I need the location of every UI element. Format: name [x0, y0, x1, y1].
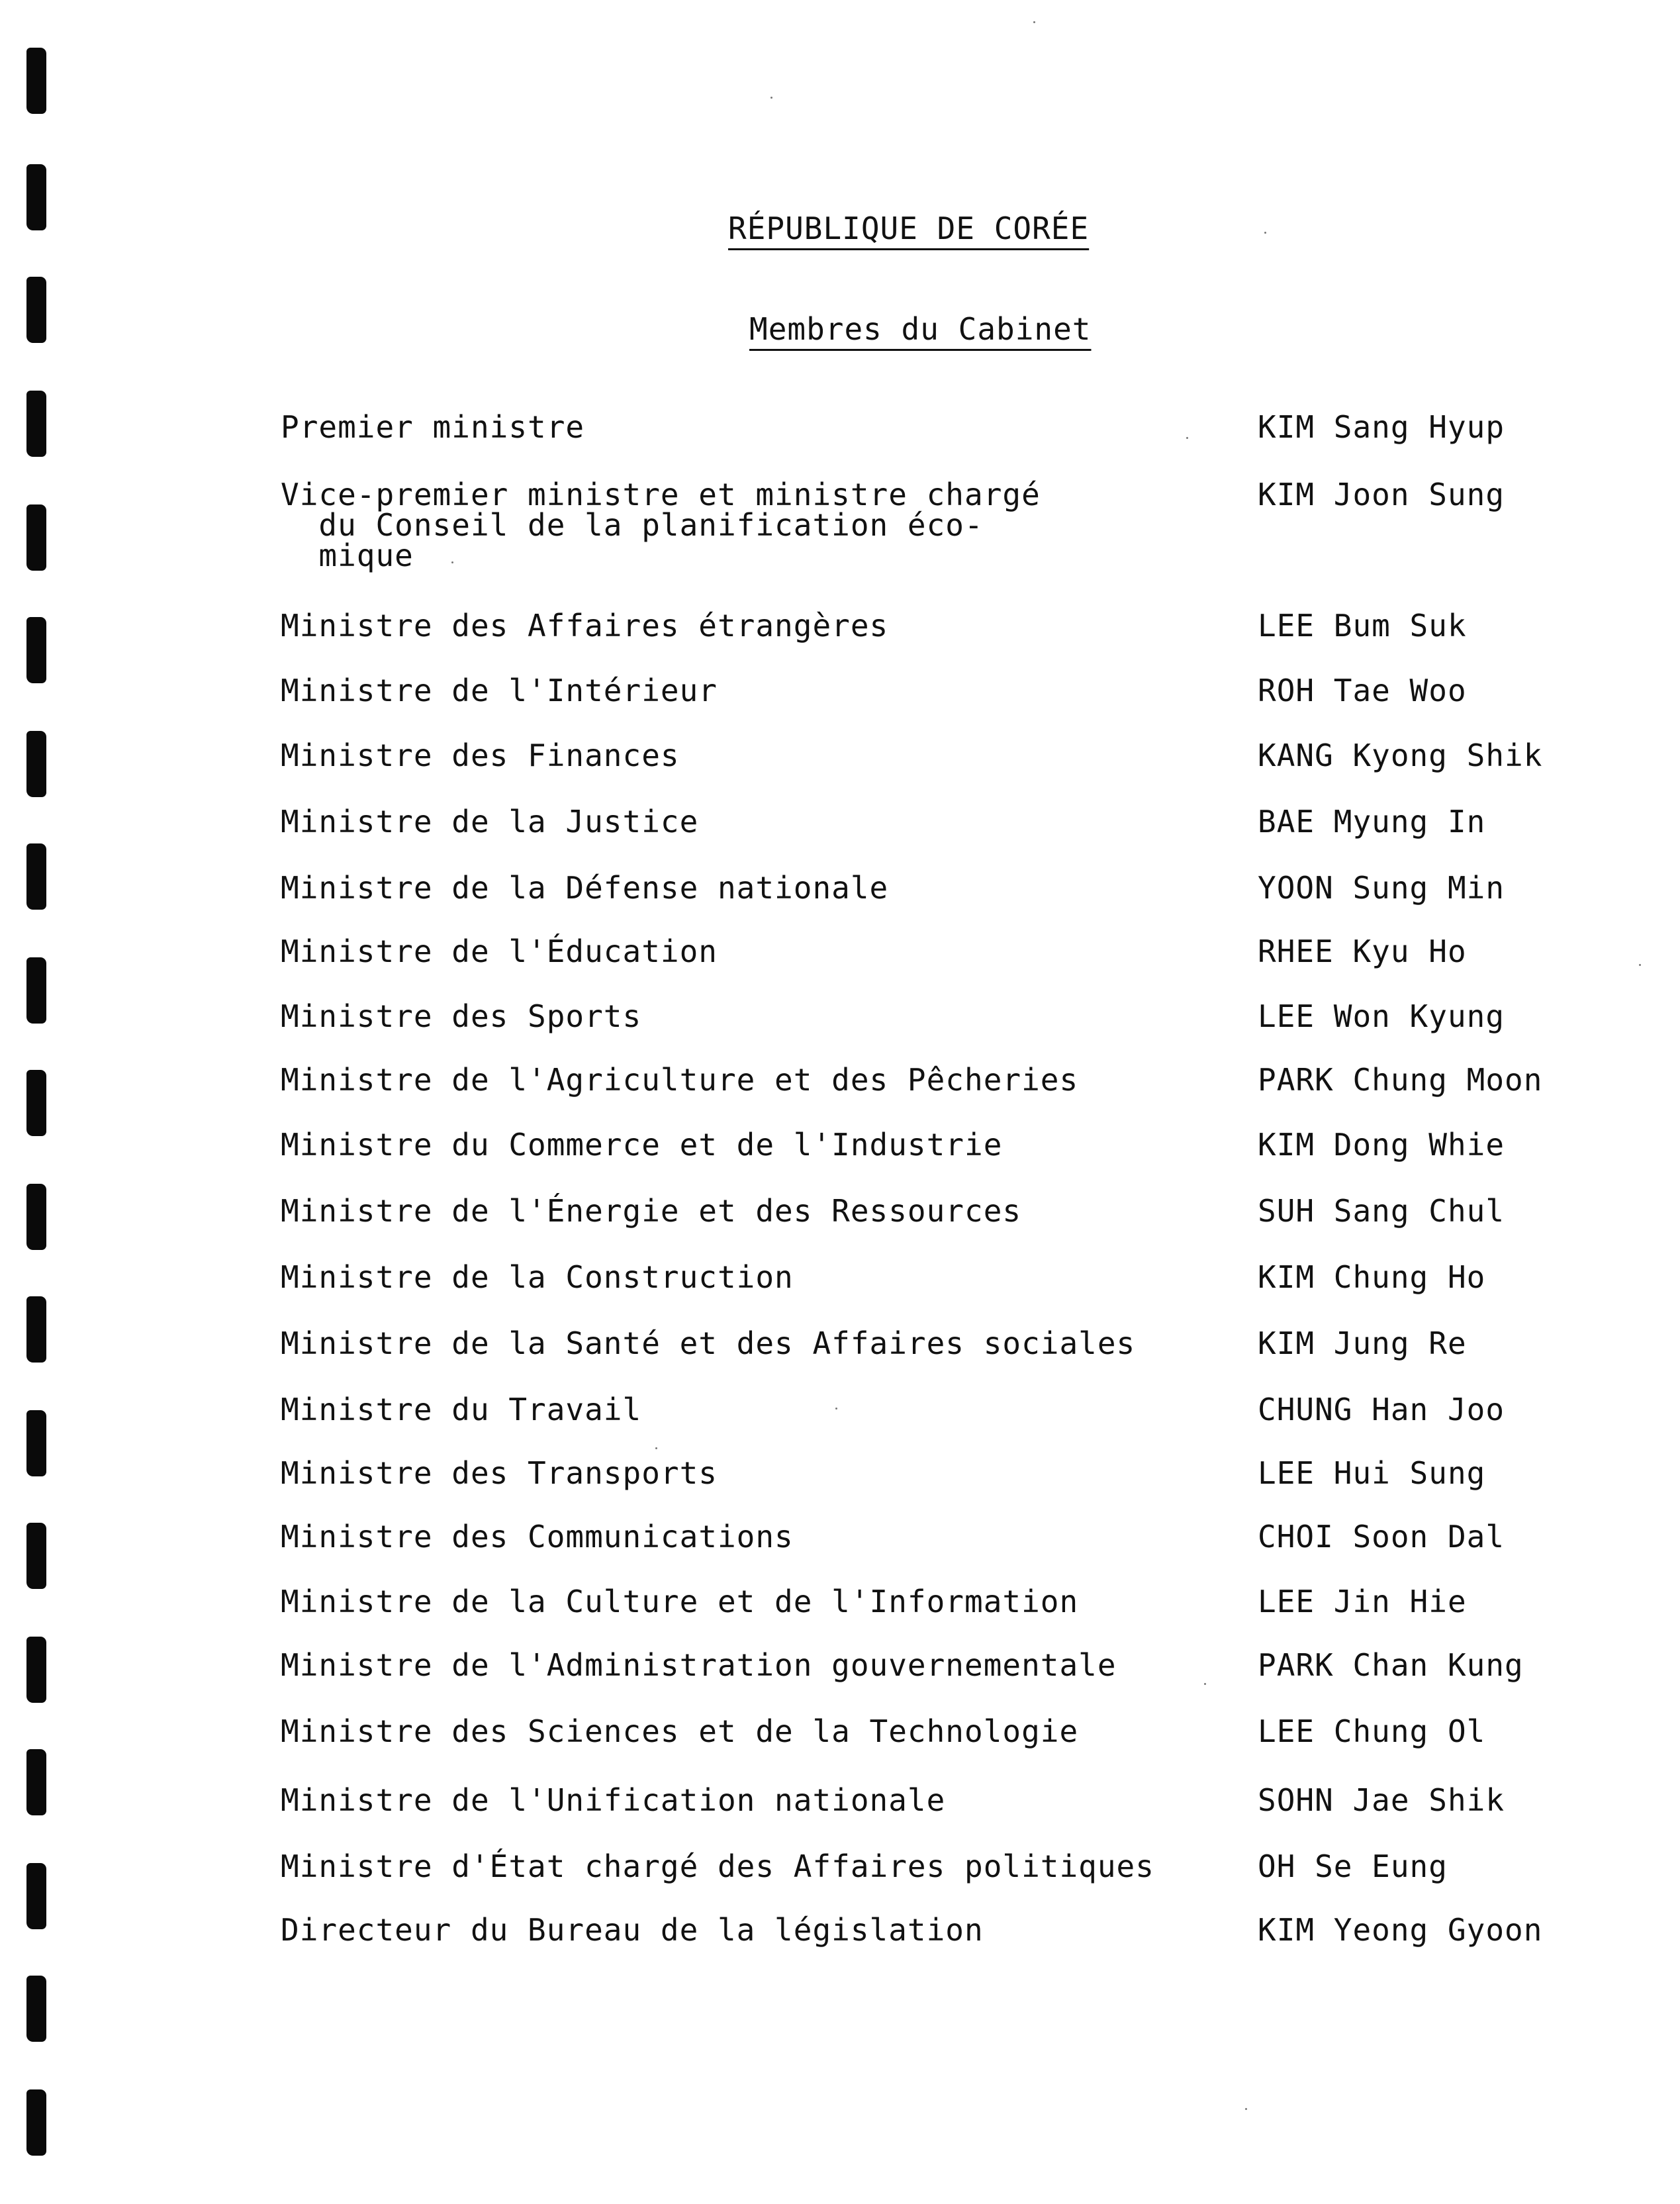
minister-title: Ministre d'État chargé des Affaires politiques — [281, 1848, 1154, 1884]
punch-mark — [26, 1976, 46, 2042]
minister-name: SOHN Jae Shik — [1258, 1782, 1505, 1818]
minister-name: CHOI Soon Dal — [1258, 1519, 1505, 1555]
minister-title: Ministre de l'Intérieur — [281, 673, 718, 708]
punch-mark — [26, 843, 46, 910]
minister-name: KIM Dong Whie — [1258, 1127, 1505, 1163]
punch-mark — [26, 391, 46, 457]
minister-title: Ministre des Sports — [281, 998, 642, 1034]
minister-title: Ministre de la Justice — [281, 804, 699, 839]
binder-punch-marks — [0, 0, 60, 2204]
punch-mark — [26, 1637, 46, 1703]
minister-title: Ministre des Sciences et de la Technologie — [281, 1713, 1079, 1749]
minister-title: Directeur du Bureau de la législation — [281, 1912, 984, 1948]
minister-title: Ministre de l'Agriculture et des Pêcheries — [281, 1062, 1079, 1098]
punch-mark — [26, 277, 46, 343]
minister-name: LEE Won Kyung — [1258, 998, 1505, 1034]
punch-mark — [26, 164, 46, 230]
scan-speck — [1204, 1683, 1206, 1685]
punch-mark — [26, 1410, 46, 1476]
scan-speck — [1033, 21, 1035, 23]
scan-speck — [1245, 2108, 1247, 2110]
punch-mark — [26, 1749, 46, 1815]
minister-title: Ministre des Communications — [281, 1519, 794, 1555]
punch-mark — [26, 957, 46, 1024]
punch-mark — [26, 617, 46, 683]
minister-name: LEE Chung Ol — [1258, 1713, 1486, 1749]
minister-name: SUH Sang Chul — [1258, 1193, 1505, 1229]
minister-title: Ministre du Travail — [281, 1392, 642, 1427]
minister-name: KANG Kyong Shik — [1258, 738, 1543, 773]
scan-speck — [655, 1447, 657, 1449]
minister-name: PARK Chan Kung — [1258, 1647, 1524, 1683]
minister-title: Ministre des Finances — [281, 738, 680, 773]
scan-speck — [1264, 232, 1266, 234]
minister-name: CHUNG Han Joo — [1258, 1392, 1505, 1427]
minister-name: ROH Tae Woo — [1258, 673, 1467, 708]
punch-mark — [26, 1523, 46, 1589]
minister-name: KIM Joon Sung — [1258, 477, 1505, 512]
punch-mark — [26, 1184, 46, 1250]
minister-title: Ministre des Transports — [281, 1455, 718, 1491]
minister-title: Ministre de l'Administration gouvernementale — [281, 1647, 1117, 1683]
minister-title: Ministre de l'Énergie et des Ressources — [281, 1193, 1022, 1229]
scan-speck — [770, 97, 772, 99]
minister-name: YOON Sung Min — [1258, 870, 1505, 906]
minister-title: Ministre de la Culture et de l'Information — [281, 1584, 1079, 1619]
document-title: RÉPUBLIQUE DE CORÉE — [728, 211, 1090, 246]
minister-name: KIM Chung Ho — [1258, 1259, 1486, 1295]
minister-name: PARK Chung Moon — [1258, 1062, 1543, 1098]
minister-name: KIM Yeong Gyoon — [1258, 1912, 1543, 1948]
minister-title: Premier ministre — [281, 409, 585, 445]
punch-mark — [26, 1070, 46, 1136]
minister-name: RHEE Kyu Ho — [1258, 934, 1467, 969]
punch-mark — [26, 2089, 46, 2156]
minister-title: Ministre de l'Éducation — [281, 934, 718, 969]
punch-mark — [26, 1863, 46, 1929]
minister-title: Ministre de la Santé et des Affaires sociales — [281, 1325, 1136, 1361]
minister-name: OH Se Eung — [1258, 1848, 1448, 1884]
punch-mark — [26, 731, 46, 797]
minister-title: Ministre des Affaires étrangères — [281, 608, 889, 644]
punch-mark — [26, 1296, 46, 1363]
minister-title: Ministre de la Défense nationale — [281, 870, 889, 906]
scan-speck — [1639, 964, 1641, 966]
punch-mark — [26, 504, 46, 571]
punch-mark — [26, 48, 46, 114]
minister-name: BAE Myung In — [1258, 804, 1486, 839]
minister-name: KIM Jung Re — [1258, 1325, 1467, 1361]
minister-title: Vice-premier ministre et ministre chargé du Conseil de la planification éco- mique — [281, 477, 1041, 573]
document-subtitle: Membres du Cabinet — [749, 311, 1092, 347]
minister-title: Ministre du Commerce et de l'Industrie — [281, 1127, 1003, 1163]
minister-name: LEE Bum Suk — [1258, 608, 1467, 644]
minister-name: LEE Hui Sung — [1258, 1455, 1486, 1491]
minister-name: KIM Sang Hyup — [1258, 409, 1505, 445]
minister-name: LEE Jin Hie — [1258, 1584, 1467, 1619]
minister-title: Ministre de la Construction — [281, 1259, 794, 1295]
minister-title: Ministre de l'Unification nationale — [281, 1782, 946, 1818]
